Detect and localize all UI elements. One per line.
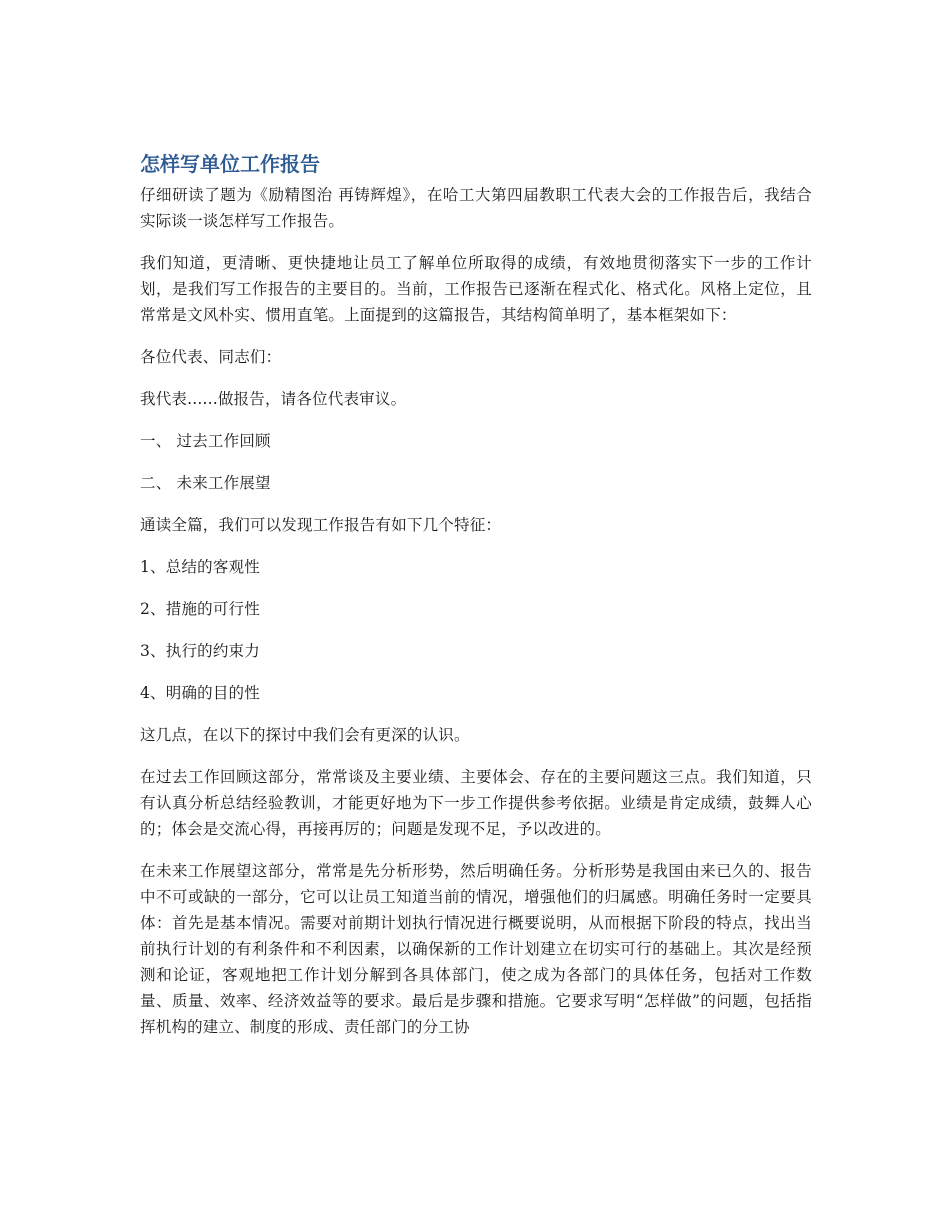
feature-item-3: 3、执行的约束力	[140, 642, 260, 660]
document-page	[140, 150, 812, 1056]
intro-paragraph: 仔细研读了题为《励精图治 再铸辉煌》，在哈工大第四届教职工代表大会的工作报告后，我结合实际谈一谈怎样写工作报告。	[140, 186, 812, 230]
features-intro: 通读全篇，我们可以发现工作报告有如下几个特征：	[140, 516, 502, 534]
report-opening-line: 我代表......做报告，请各位代表审议。	[140, 390, 407, 408]
purpose-paragraph: 我们知道，更清晰、更快捷地让员工了解单位所取得的成绩，有效地贯彻落实下一步的工作计划，是我们写工作报告的主要目的。当前，工作报告已逐渐在程式化、格式化。风格上定位，且常常是文风朴实、惯用直笔。上面提到的这篇报告，其结构简单明了，基本框架如下：	[140, 254, 812, 324]
section-one-heading: 一、 过去工作回顾	[140, 432, 271, 450]
feature-item-4: 4、明确的目的性	[140, 684, 260, 702]
feature-item-1: 1、总结的客观性	[140, 558, 260, 576]
salutation-line: 各位代表、同志们：	[140, 348, 282, 366]
future-outlook-paragraph: 在未来工作展望这部分，常常是先分析形势，然后明确任务。分析形势是我国由来已久的、报告中不可或缺的一部分，它可以让员工知道当前的情况，增强他们的归属感。明确任务时一定要具体：首先是基本情况。需要对前期计划执行情况进行概要说明，从而根据下阶段的特点，找出当前执行计划的有利条件和不利因素，以确保新的工作计划建立在切实可行的基础上。其次是经预测和论证，客观地把工作计划分解到各具体部门，使之成为各部门的具体任务，包括对工作数量、质量、效率、经济效益等的要求。最后是步骤和措施。它要求写明“怎样做”的问题，包括指挥机构的建立、制度的形成、责任部门的分工协	[140, 862, 812, 1036]
past-review-paragraph: 在过去工作回顾这部分，常常谈及主要业绩、主要体会、存在的主要问题这三点。我们知道，只有认真分析总结经验教训，才能更好地为下一步工作提供参考依据。业绩是肯定成绩，鼓舞人心的；体会是交流心得，再接再厉的；问题是发现不足，予以改进的。	[140, 768, 812, 838]
document-title: 怎样写单位工作报告	[140, 152, 320, 176]
feature-item-2: 2、措施的可行性	[140, 600, 260, 618]
features-summary: 这几点，在以下的探讨中我们会有更深的认识。	[140, 726, 470, 744]
section-two-heading: 二、 未来工作展望	[140, 474, 271, 492]
